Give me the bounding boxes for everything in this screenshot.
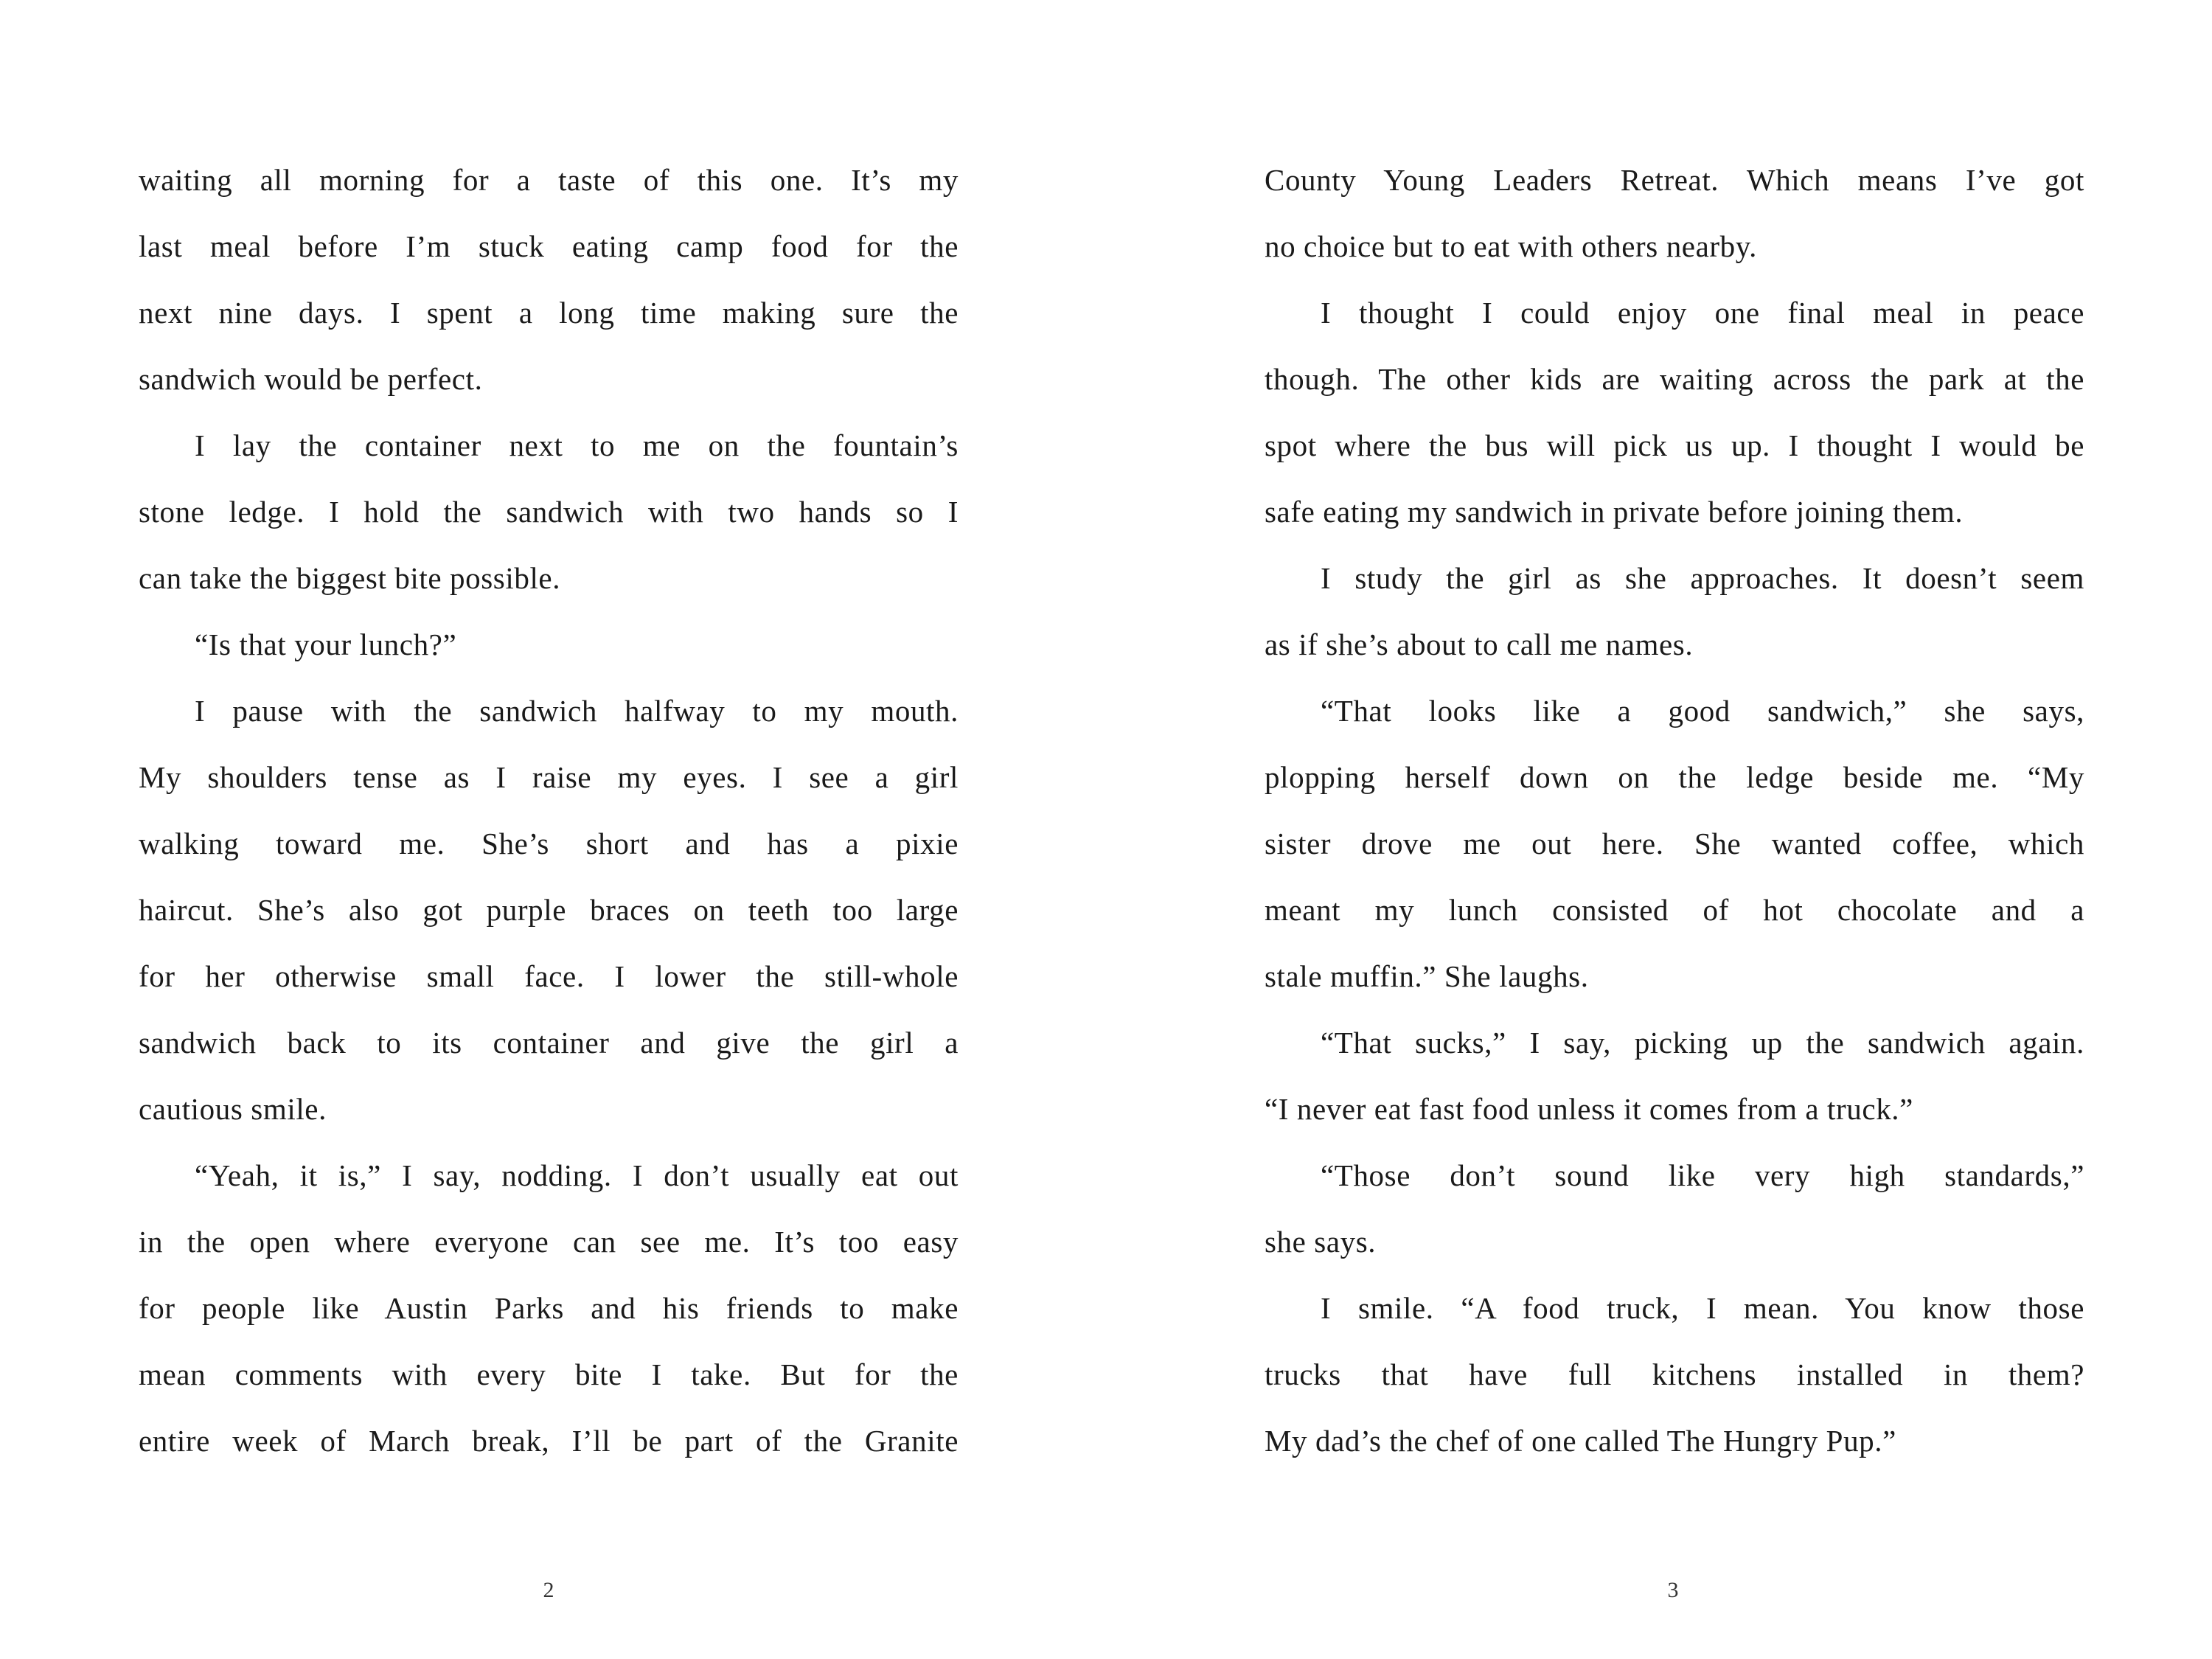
text-line: My shoulders tense as I raise my eyes. I see a girl: [139, 760, 959, 794]
text-line: waiting all morning for a taste of this one. It’s my: [139, 163, 959, 197]
text-line: though. The other kids are waiting across the park at the: [1265, 362, 2084, 396]
text-line: I smile. “A food truck, I mean. You know those: [1321, 1291, 2084, 1325]
text-line: stone ledge. I hold the sandwich with two hands so I: [139, 495, 959, 529]
text-line: sister drove me out here. She wanted coffee, which: [1265, 827, 2084, 860]
paragraph: [1265, 1142, 2084, 1275]
text-line: can take the biggest bite possible.: [139, 561, 561, 595]
paragraph: [139, 611, 959, 678]
text-line: “Those don’t sound like very high standards,”: [1321, 1158, 2084, 1192]
text-line: County Young Leaders Retreat. Which means I’ve got: [1265, 163, 2084, 197]
text-line: as if she’s about to call me names.: [1265, 627, 1694, 661]
text-line: “Is that your lunch?”: [195, 627, 457, 661]
text-line: plopping herself down on the ledge beside me. “My: [1265, 760, 2084, 794]
paragraph: [1265, 678, 2084, 1009]
page-number: 2: [543, 1578, 554, 1602]
text-line: I thought I could enjoy one final meal in peace: [1321, 296, 2084, 330]
text-line: spot where the bus will pick us up. I thought I would be: [1265, 428, 2084, 462]
text-line: sandwich back to its container and give the girl a: [139, 1026, 959, 1060]
body-text: [1265, 147, 2084, 1474]
paragraph: [1265, 545, 2084, 678]
text-line: in the open where everyone can see me. It’s too easy: [139, 1225, 959, 1259]
paragraph: [1265, 1275, 2084, 1474]
text-line: sandwich would be perfect.: [139, 362, 483, 396]
paragraph: [1265, 147, 2084, 279]
text-line: stale muffin.” She laughs.: [1265, 959, 1589, 993]
text-line: haircut. She’s also got purple braces on teeth too large: [139, 893, 959, 927]
text-line: no choice but to eat with others nearby.: [1265, 229, 1758, 263]
paragraph: [139, 1142, 959, 1474]
text-line: for people like Austin Parks and his friends to make: [139, 1291, 959, 1325]
text-line: I lay the container next to me on the fountain’s: [195, 428, 959, 462]
text-line: My dad’s the chef of one called The Hungry Pup.”: [1265, 1424, 1896, 1458]
text-line: meant my lunch consisted of hot chocolate and a: [1265, 893, 2084, 927]
text-line: next nine days. I spent a long time making sure the: [139, 296, 959, 330]
text-line: safe eating my sandwich in private before joining them.: [1265, 495, 1964, 529]
text-line: trucks that have full kitchens installed in them?: [1265, 1357, 2084, 1391]
text-line: she says.: [1265, 1225, 1377, 1259]
paragraph: [139, 678, 959, 1142]
text-line: “I never eat fast food unless it comes from a truck.”: [1265, 1092, 1913, 1126]
page-number: 3: [1667, 1578, 1679, 1602]
text-line: I pause with the sandwich halfway to my mouth.: [195, 694, 959, 728]
paragraph: [1265, 279, 2084, 545]
text-line: for her otherwise small face. I lower the still-whole: [139, 959, 959, 993]
text-line: “That looks like a good sandwich,” she says,: [1321, 694, 2084, 728]
text-line: cautious smile.: [139, 1092, 327, 1126]
right-page: [1106, 0, 2212, 1659]
text-line: mean comments with every bite I take. But for the: [139, 1357, 959, 1391]
text-line: last meal before I’m stuck eating camp food for the: [139, 229, 959, 263]
paragraph: [139, 412, 959, 611]
text-line: “Yeah, it is,” I say, nodding. I don’t usually eat out: [195, 1158, 959, 1192]
text-line: walking toward me. She’s short and has a pixie: [139, 827, 959, 860]
paragraph: [139, 147, 959, 412]
text-line: I study the girl as she approaches. It doesn’t seem: [1321, 561, 2084, 595]
text-line: “That sucks,” I say, picking up the sandwich again.: [1321, 1026, 2084, 1060]
body-text: [139, 147, 959, 1474]
text-line: entire week of March break, I’ll be part of the Granite: [139, 1424, 959, 1458]
paragraph: [1265, 1009, 2084, 1142]
